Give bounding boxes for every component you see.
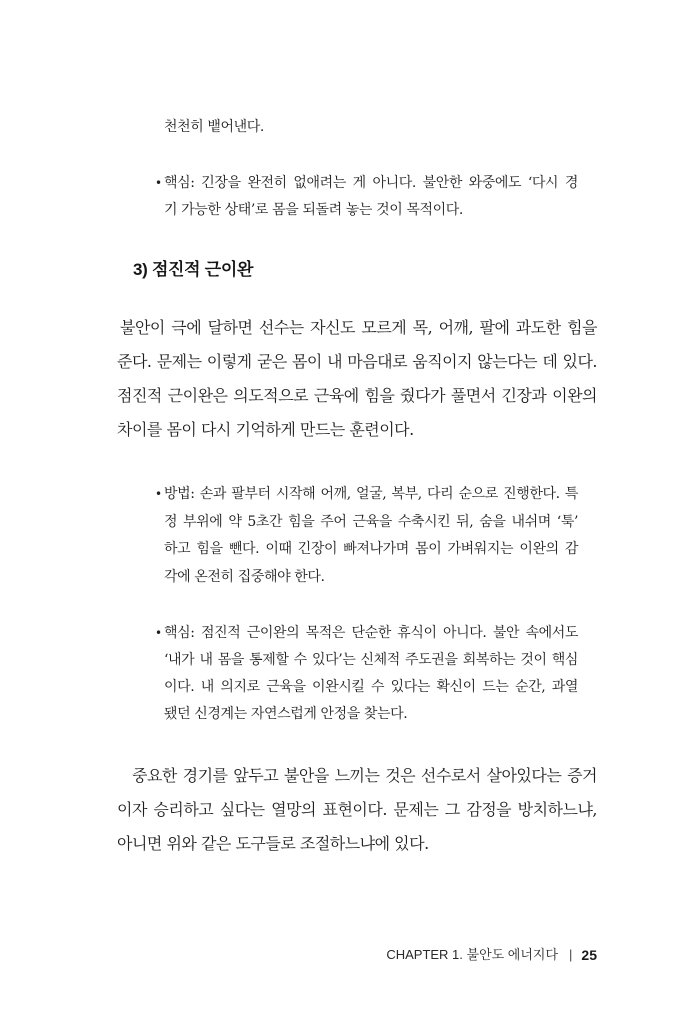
text-line: 불안이 극에 달하면 선수는 자신도 모르게 목, 어깨, 팔에 과도한 힘을 [120,318,597,337]
text-line: 방법: 손과 팔부터 시작해 어깨, 얼굴, 복부, 다리 순으로 진행한다. 특 [164,486,578,502]
bullet-text [164,620,578,728]
bullet-text [164,481,578,592]
footer-separator: | [569,947,573,962]
bullet-item-core-relaxation [155,620,578,728]
text-line: 아니면 위와 같은 도구들로 조절하느냐에 있다. [117,834,429,853]
text-line: 됐던 신경계는 자연스럽게 안정을 찾는다. [164,706,408,722]
text-line: 각에 온전히 집중해야 한다. [164,569,325,586]
bullet-item-core-breathing [155,170,578,224]
text-line: 준다. 문제는 이렇게 굳은 몸이 내 마음대로 움직이지 않는다는 데 있다. [117,352,597,371]
text-line: 이자 승리하고 싶다는 열망의 표현이다. 문제는 그 감정을 방치하느냐, [117,800,597,819]
section-heading: 3) 점진적 근이완 [133,260,254,279]
page-footer [386,946,597,964]
text-line: 기 가능한 상태’로 몸을 되돌려 놓는 것이 목적이다. [164,202,463,218]
text-line: 핵심: 점진적 근이완의 목적은 단순한 휴식이 아니다. 불안 속에서도 [164,625,578,641]
text-line: 이다. 내 의지로 근육을 이완시킬 수 있다는 확신이 드는 순간, 과열 [164,679,578,695]
closing-paragraph [117,759,597,861]
bullet-icon: • [155,626,162,640]
page-number: 25 [581,947,597,963]
text-line: 차이를 몸이 다시 기억하게 만드는 훈련이다. [117,420,414,439]
text-line: 중요한 경기를 앞두고 불안을 느끼는 것은 선수로서 살아있다는 증거 [132,766,597,785]
bullet-icon: • [155,487,162,501]
text-line: 점진적 근이완은 의도적으로 근육에 힘을 줬다가 풀면서 긴장과 이완의 [117,386,597,405]
continuation-line: 천천히 뱉어낸다. [164,119,264,135]
text-line: 하고 힘을 뺀다. 이때 긴장이 빠져나가며 몸이 가벼워지는 이완의 감 [164,541,578,558]
chapter-title: CHAPTER 1. 불안도 에너지다 [386,947,559,962]
bullet-text [164,170,578,224]
text-line: 정 부위에 약 5초간 힘을 주어 근육을 수축시킨 뒤, 숨을 내쉬며 ‘툭’ [164,513,578,530]
bullet-icon: • [155,176,162,190]
bullet-item-method [155,481,578,592]
body-paragraph [117,311,597,447]
text-line: 핵심: 긴장을 완전히 없애려는 게 아니다. 불안한 와중에도 ‘다시 경 [164,175,578,191]
text-line: ‘내가 내 몸을 통제할 수 있다’는 신체적 주도권을 회복하는 것이 핵심 [164,652,578,668]
